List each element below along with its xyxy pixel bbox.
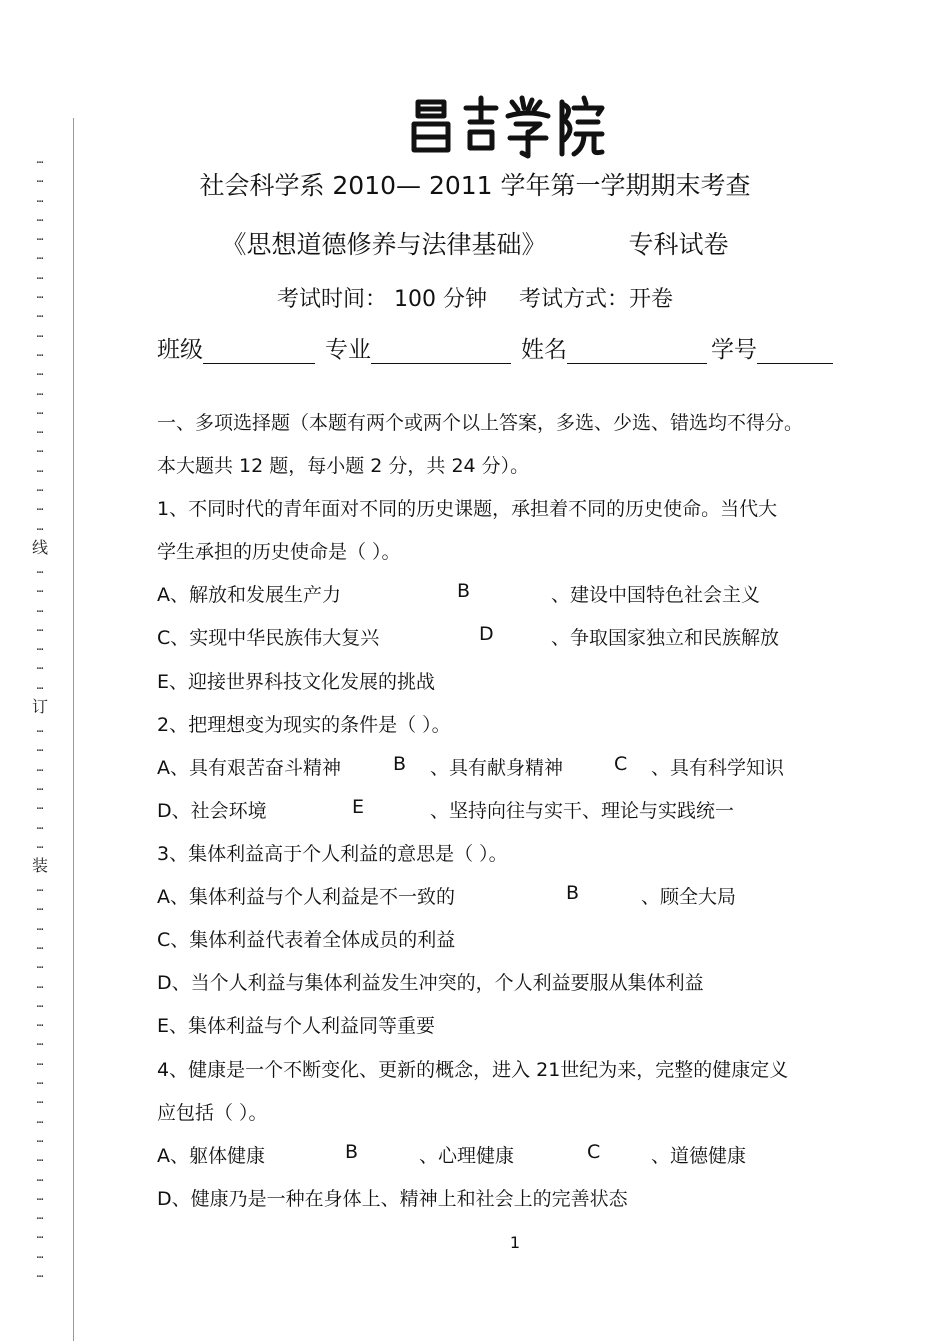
q1-option-d: 、争取国家独立和民族解放 [551, 627, 780, 649]
exam-meta-line [0, 282, 950, 313]
q2-option-b: 、具有献身精神 [430, 757, 564, 779]
q4-option-a: A、躯体健康 [157, 1145, 265, 1167]
dots: … [36, 230, 44, 244]
paper-type: 专科试卷 [628, 230, 729, 259]
question-1-cont: 学生承担的历史使命是（ ）。 [157, 541, 401, 563]
q2-option-a: A、具有艰苦奋斗精神 [157, 757, 341, 779]
dots: … [36, 423, 44, 437]
dots: … [36, 519, 44, 533]
dots: … [36, 1112, 44, 1126]
dots: … [36, 1189, 44, 1203]
dots: … [36, 1131, 44, 1145]
dots: … [36, 249, 44, 263]
q2-option-b-letter: B [393, 753, 407, 775]
q4-option-c-letter: C [587, 1141, 601, 1163]
q4-option-d: D、健康乃是一种在身体上、精神上和社会上的完善状态 [157, 1188, 628, 1210]
q4-option-c: 、道德健康 [651, 1145, 747, 1167]
dots: … [36, 678, 44, 692]
dots: … [36, 958, 44, 972]
dots: … [36, 996, 44, 1010]
section-title: 一、多项选择题（本题有两个或两个以上答案，多选、少选、错选均不得分。 [157, 412, 804, 434]
question-4-cont: 应包括（ ）。 [157, 1102, 268, 1124]
dots: … [36, 659, 44, 673]
q4-option-b: 、心理健康 [419, 1145, 515, 1167]
question-1: 1、不同时代的青年面对不同的历史课题，承担着不同的历史使命。当代大 [157, 498, 778, 520]
dots: … [36, 1170, 44, 1184]
question-2: 2、把理想变为现实的条件是（ ）。 [157, 714, 451, 736]
dots: … [36, 1151, 44, 1165]
dots: … [36, 1247, 44, 1261]
q3-option-b: 、顾全大局 [641, 886, 737, 908]
dept-semester-line: 社会科学系 2010— 2011 学年第一学期期末考查 [199, 171, 751, 200]
dots: … [36, 268, 44, 282]
name-field[interactable] [567, 339, 707, 364]
dots: … [36, 210, 44, 224]
dots: … [36, 500, 44, 514]
dots: … [36, 1093, 44, 1107]
section-title-cont: 本大题共 12 题，每小题 2 分，共 24 分）。 [157, 455, 530, 477]
dots: … [36, 977, 44, 991]
question-4: 4、健康是一个不断变化、更新的概念，进入 21世纪为来，完整的健康定义 [157, 1059, 789, 1081]
student-info-line [157, 331, 833, 364]
q2-option-e: 、坚持向往与实干、理论与实践统一 [430, 800, 735, 822]
page-number: 1 [509, 1233, 521, 1252]
q1-option-d-letter: D [479, 623, 494, 645]
dots: … [36, 191, 44, 205]
dots: … [36, 640, 44, 654]
q1-option-a: A、解放和发展生产力 [157, 584, 341, 606]
dots: … [36, 900, 44, 914]
class-label: 班级 [157, 337, 203, 363]
dots: … [36, 1228, 44, 1242]
q3-option-d: D、当个人利益与集体利益发生冲突的，个人利益要服从集体利益 [157, 972, 704, 994]
dots: … [36, 919, 44, 933]
dots: … [36, 881, 44, 895]
dots: … [36, 365, 44, 379]
course-title-line [0, 225, 950, 261]
dots: … [36, 461, 44, 475]
q1-option-c: C、实现中华民族伟大复兴 [157, 627, 380, 649]
q2-option-c-letter: C [614, 753, 628, 775]
dots: … [36, 722, 44, 736]
q2-option-c: 、具有科学知识 [651, 757, 785, 779]
dots: … [36, 172, 44, 186]
school-logo [400, 92, 610, 162]
binding-margin [26, 150, 54, 1341]
q1-option-e: E、迎接世界科技文化发展的挑战 [157, 671, 436, 693]
dots: … [36, 818, 44, 832]
binding-mark-line: 线 [31, 537, 48, 557]
exam-time: 考试时间： 100 分钟 [277, 287, 487, 312]
dots: … [36, 307, 44, 321]
q2-option-e-letter: E [352, 796, 365, 818]
dots: … [36, 288, 44, 302]
dots: … [36, 620, 44, 634]
name-label: 姓名 [521, 337, 567, 363]
dots: … [36, 1016, 44, 1030]
dots: … [36, 326, 44, 340]
q1-option-b-letter: B [457, 580, 471, 602]
student-id-field[interactable] [757, 339, 833, 364]
question-3: 3、集体利益高于个人利益的意思是（ ）。 [157, 843, 508, 865]
q4-option-b-letter: B [345, 1141, 359, 1163]
q3-option-b-letter: B [566, 882, 580, 904]
dots: … [36, 938, 44, 952]
q3-option-e: E、集体利益与个人利益同等重要 [157, 1015, 436, 1037]
dots: … [36, 741, 44, 755]
class-field[interactable] [203, 339, 315, 364]
q2-option-d: D、社会环境 [157, 800, 267, 822]
major-label: 专业 [325, 337, 371, 363]
major-field[interactable] [371, 339, 511, 364]
dots: … [36, 1074, 44, 1088]
dots: … [36, 442, 44, 456]
binding-mark-zhuang: 装 [31, 856, 48, 876]
dots: … [36, 562, 44, 576]
student-id-label: 学号 [711, 337, 757, 363]
q3-option-c: C、集体利益代表着全体成员的利益 [157, 929, 456, 951]
dots: … [36, 384, 44, 398]
course-title: 《思想道德修养与法律基础》 [221, 230, 547, 259]
exam-mode: 考试方式：开卷 [518, 287, 673, 312]
dots: … [36, 1267, 44, 1281]
dots: … [36, 1054, 44, 1068]
q3-option-a: A、集体利益与个人利益是不一致的 [157, 886, 455, 908]
dots: … [36, 345, 44, 359]
dots: … [36, 481, 44, 495]
dots: … [36, 1209, 44, 1223]
dots: … [36, 779, 44, 793]
dots: … [36, 153, 44, 166]
dots: … [36, 601, 44, 615]
dots: … [36, 837, 44, 851]
q1-option-b: 、建设中国特色社会主义 [551, 584, 761, 606]
dots: … [36, 403, 44, 417]
dots: … [36, 582, 44, 596]
dots: … [36, 799, 44, 813]
dots: … [36, 1035, 44, 1049]
binding-mark-ding: 订 [31, 697, 48, 717]
dots: … [36, 760, 44, 774]
